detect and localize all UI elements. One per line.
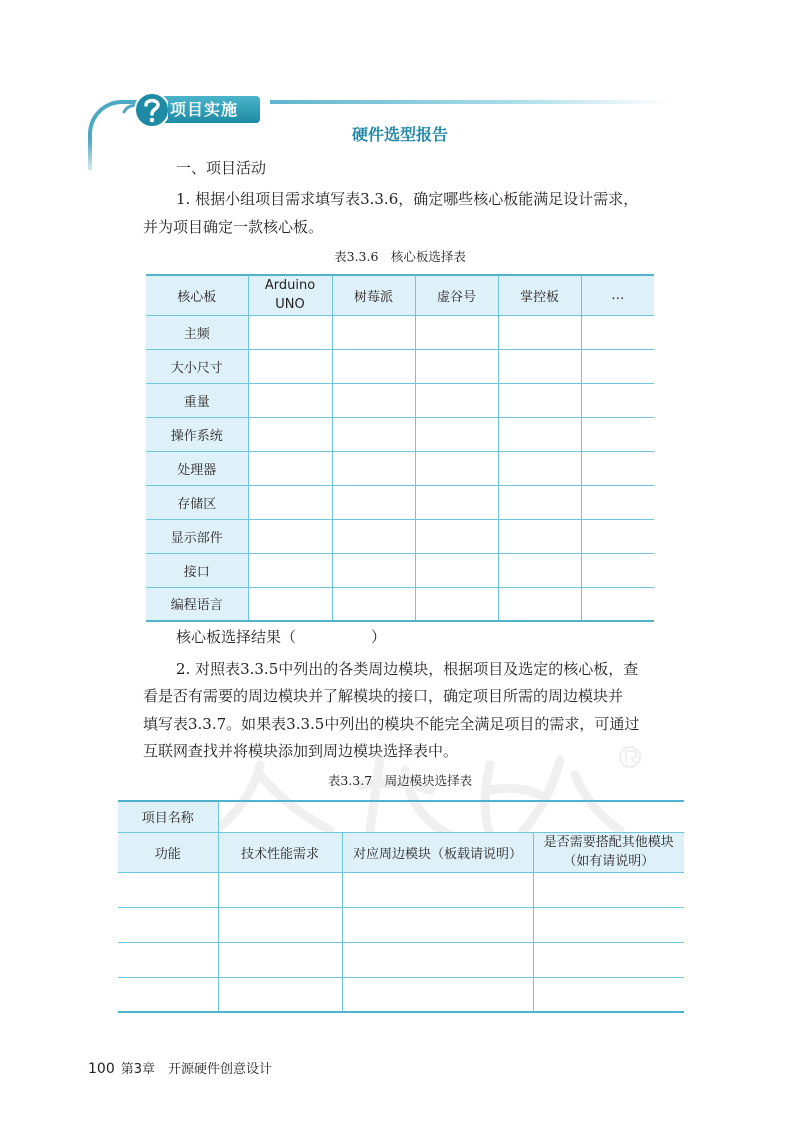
- header-cell: …: [581, 275, 654, 315]
- header-cell: 虚谷号: [415, 275, 498, 315]
- row-label: 编程语言: [146, 587, 248, 621]
- header-cell: 对应周边模块（板载请说明）: [342, 832, 533, 872]
- row-label: 重量: [146, 383, 248, 417]
- page-footer: [88, 1058, 272, 1077]
- header-cell: 技术性能需求: [218, 832, 342, 872]
- row-label: 大小尺寸: [146, 349, 248, 383]
- section-label: 项目实施: [150, 96, 260, 123]
- table-row: [146, 417, 654, 451]
- table-row: [146, 485, 654, 519]
- table-row: [118, 907, 684, 942]
- project-name-label: 项目名称: [118, 801, 218, 832]
- project-name-row: [118, 801, 684, 832]
- row-label: 存储区: [146, 485, 248, 519]
- header-cell: 核心板: [146, 275, 248, 315]
- item2-line4: 互联网查找并将模块添加到周边模块选择表中。: [143, 742, 459, 760]
- item2-line2: 看是否有需要的周边模块并了解模块的接口，确定项目所需的周边模块并: [143, 687, 624, 705]
- table-row: [146, 349, 654, 383]
- header-rule: [270, 100, 670, 104]
- table-header-row: [146, 275, 654, 315]
- table-row: [146, 383, 654, 417]
- table-row: [118, 872, 684, 907]
- table-row: [146, 519, 654, 553]
- row-label: 接口: [146, 553, 248, 587]
- table-row: [146, 451, 654, 485]
- item2-line1: 2. 对照表3.3.5中列出的各类周边模块，根据项目及选定的核心板，查: [176, 660, 639, 678]
- core-board-table: [146, 274, 654, 622]
- row-label: 处理器: [146, 451, 248, 485]
- table2-caption: 表3.3.7 周边模块选择表: [327, 773, 473, 788]
- row-label: 操作系统: [146, 417, 248, 451]
- item1-line2: 并为项目确定一款核心板。: [143, 218, 324, 236]
- item1-line1: 1. 根据小组项目需求填写表3.3.6，确定哪些核心板能满足设计需求，: [176, 190, 639, 208]
- item2-line3: 填写表3.3.7。如果表3.3.5中列出的模块不能完全满足项目的需求，可通过: [143, 715, 640, 733]
- peripheral-module-table: [118, 800, 684, 1013]
- row-label: 显示部件: [146, 519, 248, 553]
- activity-heading: 一、项目活动: [176, 159, 267, 177]
- header-cell: 掌控板: [498, 275, 581, 315]
- page-title: 硬件选型报告: [351, 125, 448, 144]
- table1-caption: 表3.3.6 核心板选择表: [334, 249, 466, 264]
- page-number: 100: [88, 1061, 115, 1077]
- header-cell: 功能: [118, 832, 218, 872]
- row-label: 主频: [146, 315, 248, 349]
- table-row: [146, 587, 654, 621]
- header-cell: Arduino UNO: [248, 275, 332, 315]
- table-row: [146, 315, 654, 349]
- project-name-field[interactable]: [218, 801, 684, 832]
- result-line: 核心板选择结果（ ）: [176, 628, 387, 646]
- table-row: [118, 942, 684, 977]
- header-cell: 是否需要搭配其他模块 （如有请说明）: [533, 832, 684, 872]
- table-row: [146, 553, 654, 587]
- table-row: [118, 977, 684, 1012]
- header-cell: 树莓派: [332, 275, 415, 315]
- chapter-title: 第3章 开源硬件创意设计: [120, 1062, 273, 1077]
- table-header-row: [118, 832, 684, 872]
